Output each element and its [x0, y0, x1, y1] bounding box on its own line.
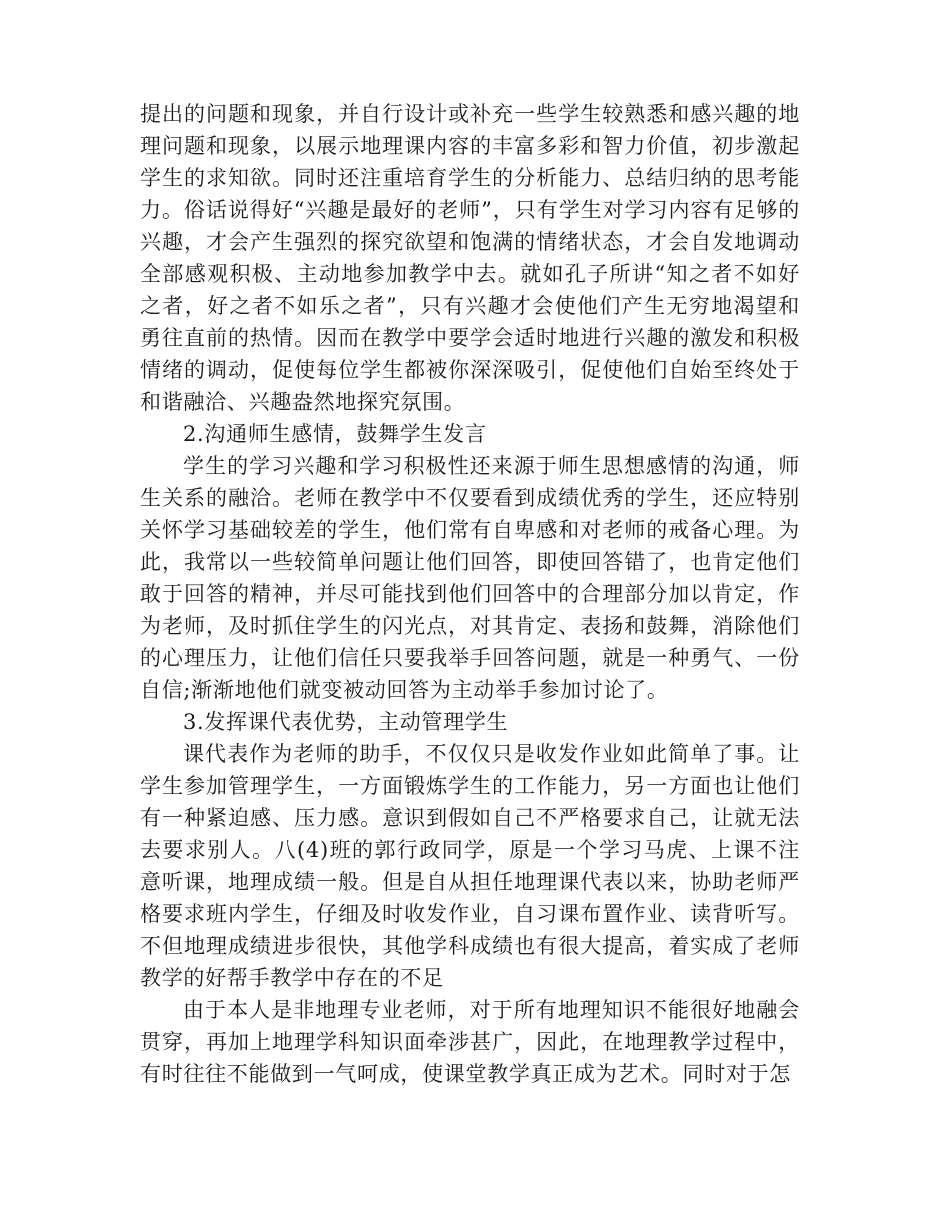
- document-body: [140, 98, 800, 1090]
- paragraph-representative: 课代表作为老师的助手，不仅仅只是收发作业如此简单了事。让学生参加管理学生，一方面锻炼学生的工作能力，另一方面也让他们有一种紧迫感、压力感。意识到假如自己不严格要求自己，让就无法去要求别人。八(4)班的郭行政同学，原是一个学习马虎、上课不注意听课，地理成绩一般。但是自从担任地理课代表以来，协助老师严格要求班内学生，仔细及时收发作业，自习课布置作业、读背听写。不但地理成绩进步很快，其他学科成绩也有很大提高，着实成了老师教学的好帮手教学中存在的不足: [140, 742, 800, 990]
- paragraph-shortcomings: 由于本人是非地理专业老师，对于所有地理知识不能很好地融会贯穿，再加上地理学科知识面牵涉甚广，因此，在地理教学过程中，有时往往不能做到一气呵成，使课堂教学真正成为艺术。同时对于怎: [140, 998, 800, 1086]
- paragraph-interest: 提出的问题和现象，并自行设计或补充一些学生较熟悉和感兴趣的地理问题和现象，以展示地理课内容的丰富多彩和智力价值，初步激起学生的求知欲。同时还注重培育学生的分析能力、总结归纳的思考能力。俗话说得好“兴趣是最好的老师”，只有学生对学习内容有足够的兴趣，才会产生强烈的探究欲望和饱满的情绪状态，才会自发地调动全部感观积极、主动地参加教学中去。就如孔子所讲“知之者不如好之者，好之者不如乐之者”，只有兴趣才会使他们产生无穷地渴望和勇往直前的热情。因而在教学中要学会适时地进行兴趣的激发和积极情绪的调动，促使每位学生都被你深深吸引，促使他们自始至终处于和谐融洽、兴趣盎然地探究氛围。: [140, 102, 800, 414]
- section-heading-3: 3.发挥课代表优势，主动管理学生: [183, 710, 509, 734]
- paragraph-communication: 学生的学习兴趣和学习积极性还来源于师生思想感情的沟通，师生关系的融洽。老师在教学中不仅要看到成绩优秀的学生，还应特别关怀学习基础较差的学生，他们常有自卑感和对老师的戒备心理。为此，我常以一些较简单问题让他们回答，即使回答错了，也肯定他们敢于回答的精神，并尽可能找到他们回答中的合理部分加以肯定，作为老师，及时抓住学生的闪光点，对其肯定、表扬和鼓舞，消除他们的心理压力，让他们信任只要我举手回答问题，就是一种勇气、一份自信;渐渐地他们就变被动回答为主动举手参加讨论了。: [140, 454, 800, 702]
- section-heading-2: 2.沟通师生感情，鼓舞学生发言: [183, 422, 487, 446]
